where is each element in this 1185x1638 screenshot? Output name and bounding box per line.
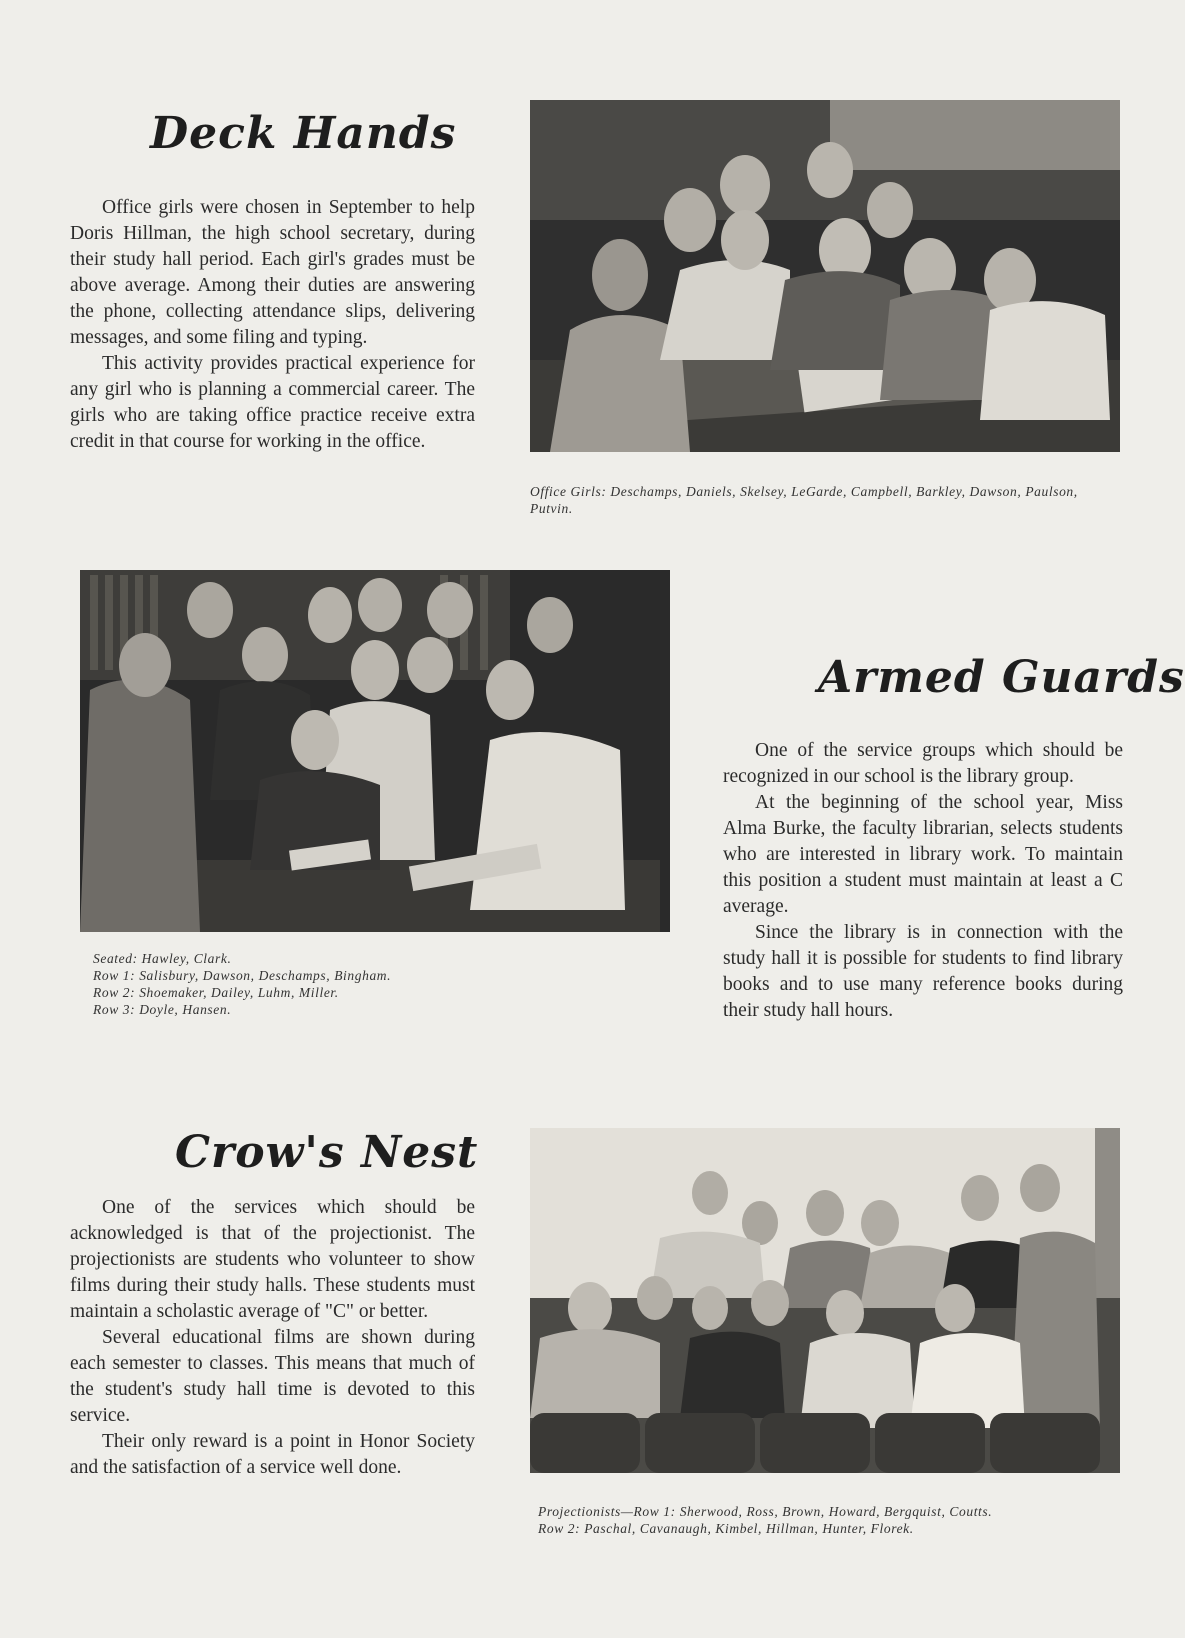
crows-nest-paragraph-1: One of the services which should be acknowledged is that of the projectionist. The projectionists are students who volunteer to show films during their study halls. These students must maintain a scholastic average of "C" or better. [70, 1197, 475, 1322]
armed-guards-paragraph-2: At the beginning of the school year, Miss Alma Burke, the faculty librarian, selects students who are interested in library work. To maintain this position a student must maintain at least a C average. [723, 792, 1123, 917]
library-group-photo [80, 570, 670, 932]
projectionists-photo [530, 1128, 1120, 1473]
crows-nest-heading: Crow's Nest [175, 1127, 479, 1178]
deck-hands-paragraph-2: This activity provides practical experience for any girl who is planning a commercial career. The girls who are taking office practice receive extra credit in that course for working in the office. [70, 353, 475, 452]
deck-hands-heading: Deck Hands [150, 108, 457, 159]
armed-guards-paragraph-1: One of the service groups which should be recognized in our school is the library group. [723, 740, 1123, 787]
office-girls-caption: Office Girls: Deschamps, Daniels, Skelsey, LeGarde, Campbell, Barkley, Dawson, Paulson, Putvin. [530, 484, 1078, 516]
library-caption-line-2: Row 1: Salisbury, Dawson, Deschamps, Bingham. [93, 968, 392, 983]
library-group-caption [93, 950, 391, 1018]
crows-nest-paragraph-2: Several educational films are shown during each semester to classes. This means that much of the student's study hall time is devoted to this service. [70, 1327, 475, 1426]
projectionists-caption-line-2: Row 2: Paschal, Cavanaugh, Kimbel, Hillman, Hunter, Florek. [538, 1521, 914, 1536]
armed-guards-text [723, 738, 1123, 1024]
deck-hands-paragraph-1: Office girls were chosen in September to help Doris Hillman, the high school secretary, during their study hall period. Each girl's grades must be above average. Among their duties are answering the phone, collecting attendance slips, delivering messages, and some filing and typing. [70, 197, 475, 348]
deck-hands-text [70, 195, 475, 455]
office-girls-photo [530, 100, 1120, 452]
library-caption-line-3: Row 2: Shoemaker, Dailey, Luhm, Miller. [93, 985, 339, 1000]
library-caption-line-1: Seated: Hawley, Clark. [93, 951, 232, 966]
library-caption-line-4: Row 3: Doyle, Hansen. [93, 1002, 232, 1017]
crows-nest-text [70, 1195, 475, 1481]
projectionists-caption-line-1: Projectionists—Row 1: Sherwood, Ross, Brown, Howard, Bergquist, Coutts. [538, 1504, 993, 1519]
armed-guards-heading: Armed Guards [818, 652, 1185, 703]
projectionists-caption [538, 1503, 992, 1537]
crows-nest-paragraph-3: Their only reward is a point in Honor Society and the satisfaction of a service well done. [70, 1431, 475, 1478]
armed-guards-paragraph-3: Since the library is in connection with the study hall it is possible for students to find library books and to use many reference books during their study hall hours. [723, 922, 1123, 1021]
